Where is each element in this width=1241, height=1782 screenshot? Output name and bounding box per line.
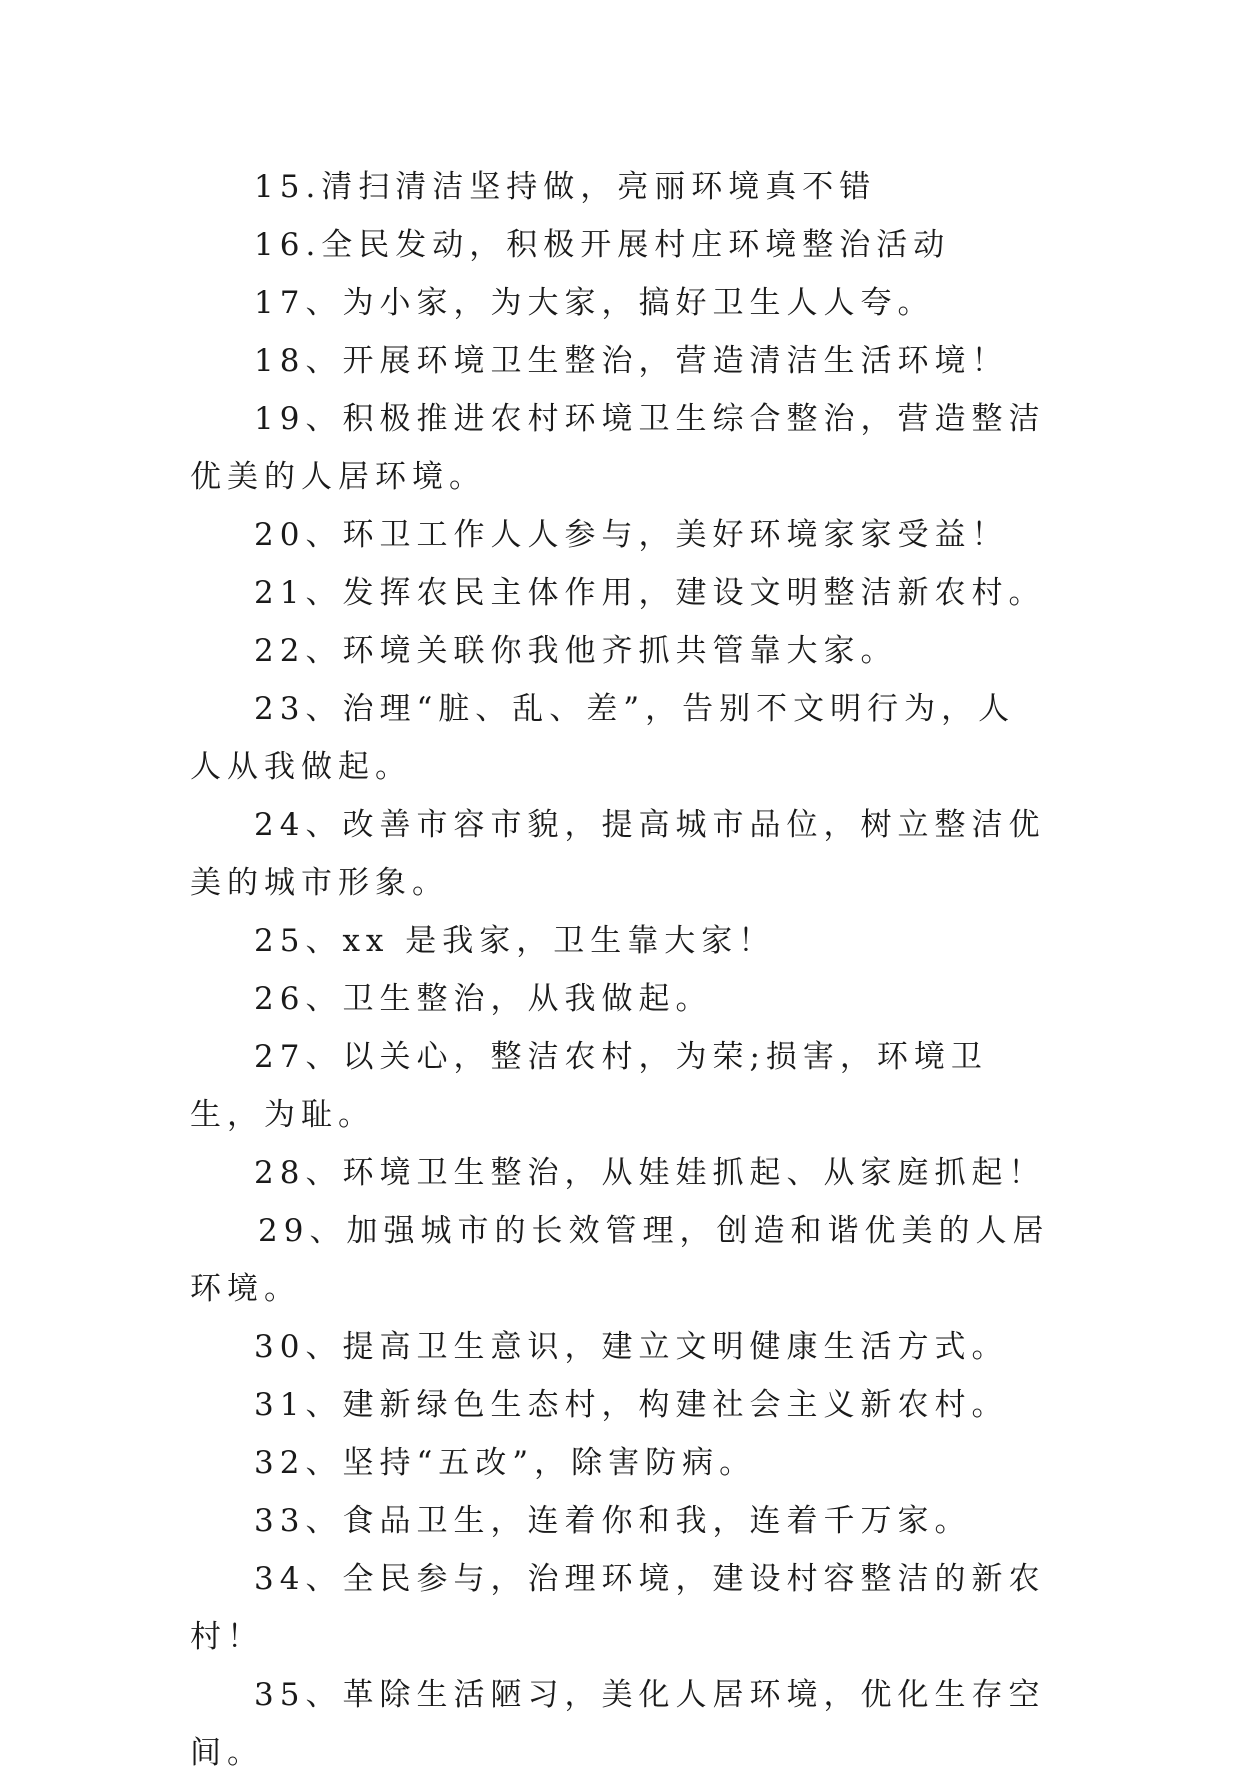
slogan-21: 21、发挥农民主体作用，建设文明整洁新农村。 (254, 575, 1046, 611)
slogan-19: 19、积极推进农村环境卫生综合整治，营造整洁优美的人居环境。 (190, 401, 1046, 495)
slogan-17: 17、为小家，为大家，搞好卫生人人夸。 (254, 285, 935, 321)
slogan-30: 30、提高卫生意识，建立文明健康生活方式。 (254, 1329, 1009, 1365)
slogan-18: 18、开展环境卫生整治，营造清洁生活环境！ (254, 343, 1009, 379)
slogan-15: 15.清扫清洁坚持做，亮丽环境真不错 (254, 169, 877, 205)
slogan-33: 33、食品卫生，连着你和我，连着千万家。 (254, 1503, 972, 1539)
slogan-35: 35、革除生活陋习，美化人居环境，优化生存空间。 (190, 1677, 1046, 1771)
slogan-16: 16.全民发动，积极开展村庄环境整治活动 (254, 227, 951, 263)
slogan-26: 26、卫生整治，从我做起。 (254, 981, 713, 1017)
slogan-32: 32、坚持“五改”，除害防病。 (254, 1445, 757, 1481)
slogan-28: 28、环境卫生整治，从娃娃抓起、从家庭抓起！ (254, 1155, 1046, 1191)
slogan-22: 22、环境关联你我他齐抓共管靠大家。 (254, 633, 898, 669)
slogan-27: 27、以关心，整洁农村，为荣;损害，环境卫生，为耻。 (190, 1039, 988, 1133)
document-body (190, 158, 1050, 1782)
slogan-20: 20、环卫工作人人参与，美好环境家家受益！ (254, 517, 1009, 553)
slogan-23: 23、治理“脏、乱、差”，告别不文明行为，人人从我做起。 (190, 691, 1016, 785)
slogan-25: 25、xx 是我家，卫生靠大家！ (254, 923, 776, 959)
slogan-31: 31、建新绿色生态村，构建社会主义新农村。 (254, 1387, 1009, 1423)
slogan-24: 24、改善市容市貌，提高城市品位，树立整洁优美的城市形象。 (190, 807, 1046, 901)
slogan-29: 29、加强城市的长效管理，创造和谐优美的人居环境。 (190, 1213, 1050, 1307)
slogan-34: 34、全民参与，治理环境，建设村容整洁的新农村！ (190, 1561, 1046, 1655)
